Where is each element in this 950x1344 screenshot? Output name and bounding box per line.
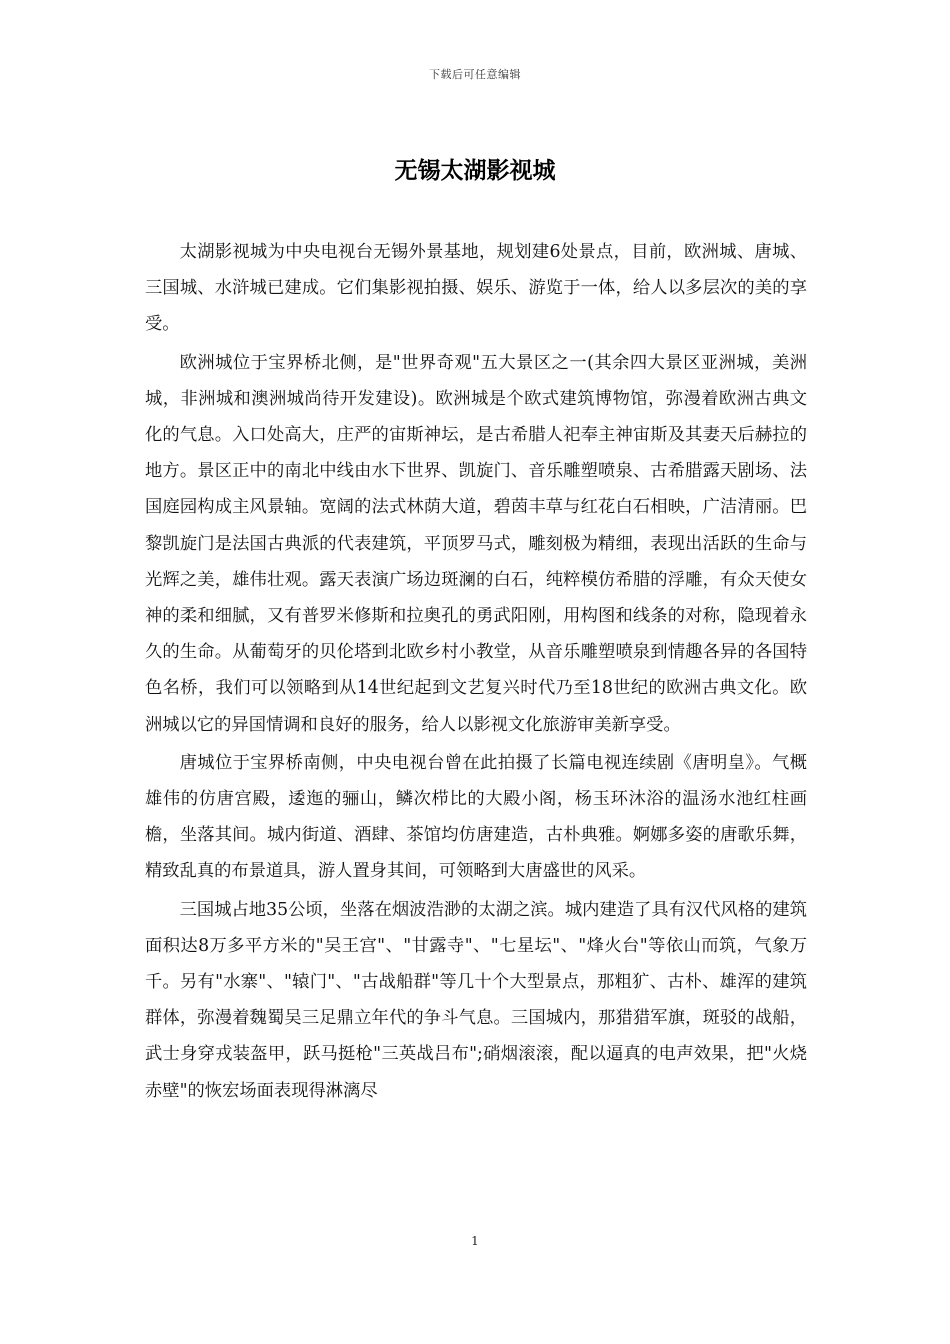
- paragraph-intro: 太湖影视城为中央电视台无锡外景基地，规划建6处景点，目前，欧洲城、唐城、三国城、水浒城已建成。它们集影视拍摄、娱乐、游览于一体，给人以多层次的美的享受。: [145, 242, 807, 335]
- page-header: 下载后可任意编辑: [429, 68, 521, 81]
- paragraph-tang-city: 唐城位于宝界桥南侧，中央电视台曾在此拍摄了长篇电视连续剧《唐明皇》。气概雄伟的仿唐宫殿，逶迤的骊山，鳞次栉比的大殿小阁，杨玉环沐浴的温汤水池红柱画檐，坐落其间。城内街道、酒肆、茶馆均仿唐建造，古朴典雅。婀娜多姿的唐歌乐舞，精致乱真的布景道具，游人置身其间，可领略到大唐盛世的风采。: [145, 752, 807, 882]
- paragraph-european-city: 欧洲城位于宝界桥北侧，是"世界奇观"五大景区之一(其余四大景区亚洲城，美洲城，非洲城和澳洲城尚待开发建设)。欧洲城是个欧式建筑博物馆，弥漫着欧洲古典文化的气息。入口处高大，庄严的宙斯神坛，是古希腊人祀奉主神宙斯及其妻天后赫拉的地方。景区正中的南北中线由水下世界、凯旋门、音乐雕塑喷泉、古希腊露天剧场、法国庭园构成主风景轴。宽阔的法式林荫大道，碧茵丰草与红花白石相映，广洁清丽。巴黎凯旋门是法国古典派的代表建筑，平顶罗马式，雕刻极为精细，表现出活跃的生命与光辉之美，雄伟壮观。露天表演广场边斑澜的白石，纯粹模仿希腊的浮雕，有众天使女神的柔和细腻，又有普罗米修斯和拉奥孔的勇武阳刚，用构图和线条的对称，隐现着永久的生命。从葡萄牙的贝伦塔到北欧乡村小教堂，从音乐雕塑喷泉到情趣各异的各国特色名桥，我们可以领略到从14世纪起到文艺复兴时代乃至18世纪的欧洲古典文化。欧洲城以它的异国情调和良好的服务，给人以影视文化旅游审美新享受。: [145, 352, 807, 735]
- document-title: 无锡太湖影视城: [394, 157, 556, 184]
- page-number: 1: [471, 1234, 479, 1248]
- document-body: [145, 234, 807, 1111]
- paragraph-three-kingdoms-city: 三国城占地35公顷，坐落在烟波浩渺的太湖之滨。城内建造了具有汉代风格的建筑面积达8万多平方米的"吴王宫"、"甘露寺"、"七星坛"、"烽火台"等依山而筑，气象万千。另有"水寨"、"辕门"、"古战船群"等几十个大型景点，那粗犷、古朴、雄浑的建筑群体，弥漫着魏蜀吴三足鼎立年代的争斗气息。三国城内，那猎猎军旗，斑驳的战船，武士身穿戎装盔甲，跃马挺枪"三英战吕布";硝烟滚滚，配以逼真的电声效果，把"火烧赤壁"的恢宏场面表现得淋漓尽: [145, 899, 807, 1101]
